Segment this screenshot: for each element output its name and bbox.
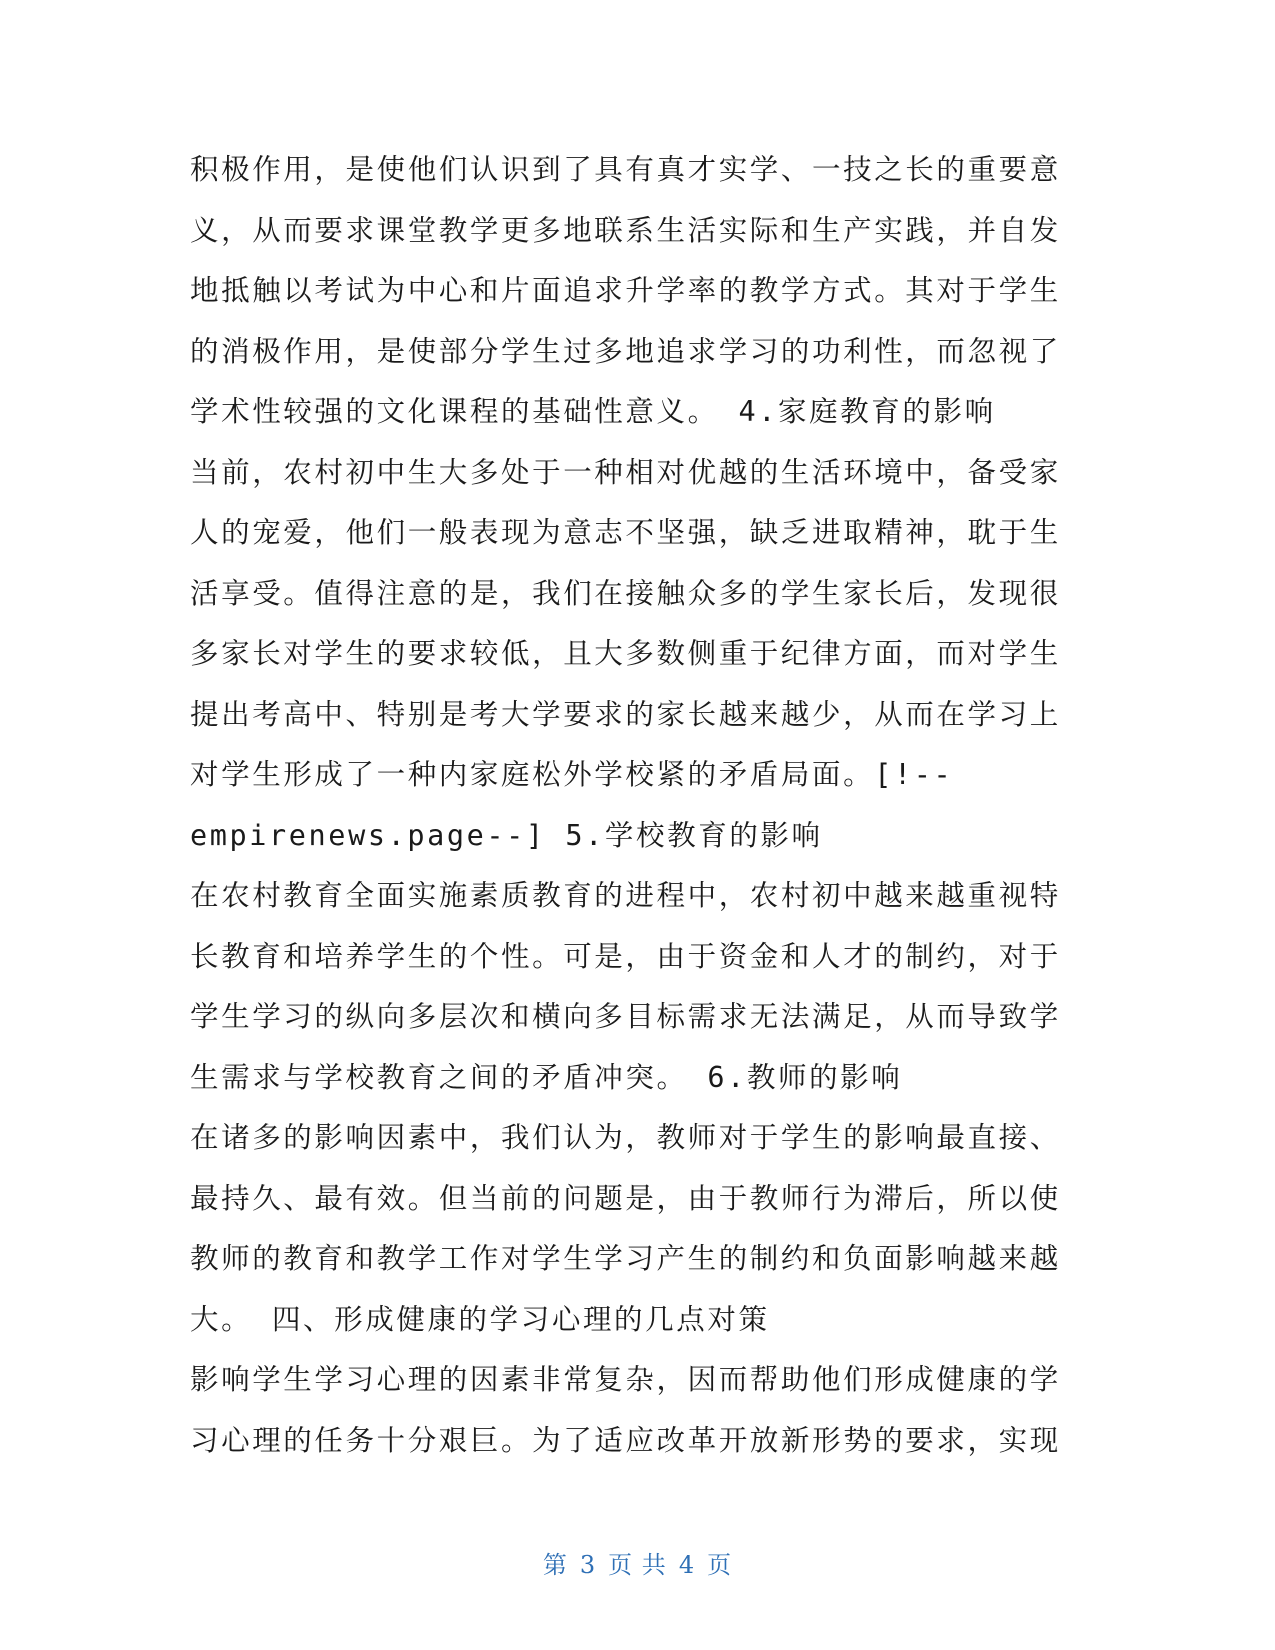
- text-line: 义，从而要求课堂教学更多地联系生活实际和生产实践，并自发: [190, 213, 1061, 247]
- text-line: 提出考高中、特别是考大学要求的家长越来越少，从而在学习上: [190, 697, 1061, 731]
- body-text: [190, 140, 1070, 1471]
- text-line: 习心理的任务十分艰巨。为了适应改革开放新形势的要求，实现: [190, 1423, 1061, 1457]
- text-line: 生需求与学校教育之间的矛盾冲突。 6.教师的影响: [190, 1060, 903, 1094]
- text-line: 多家长对学生的要求较低，且大多数侧重于纪律方面，而对学生: [190, 637, 1061, 670]
- text-line: 对学生形成了一种内家庭松外学校紧的矛盾局面。[!--: [190, 758, 954, 791]
- text-line: 教师的教育和教学工作对学生学习产生的制约和负面影响越来越: [190, 1242, 1061, 1275]
- text-line: 学生学习的纵向多层次和横向多目标需求无法满足，从而导致学: [190, 1000, 1061, 1033]
- page-label-suffix: 页: [707, 1551, 733, 1579]
- text-line: 积极作用，是使他们认识到了具有真才实学、一技之长的重要意: [190, 153, 1061, 186]
- text-line: 的消极作用，是使部分学生过多地追求学习的功利性，而忽视了: [190, 334, 1061, 368]
- page-label-prefix: 第: [542, 1551, 568, 1579]
- text-line: 当前，农村初中生大多处于一种相对优越的生活环境中，备受家: [190, 455, 1061, 489]
- text-line: 活享受。值得注意的是，我们在接触众多的学生家长后，发现很: [190, 576, 1061, 610]
- page-label-mid: 页 共: [608, 1551, 667, 1579]
- text-line: 长教育和培养学生的个性。可是，由于资金和人才的制约，对于: [190, 939, 1061, 973]
- text-line: 影响学生学习心理的因素非常复杂，因而帮助他们形成健康的学: [190, 1363, 1061, 1396]
- text-line: 最持久、最有效。但当前的问题是，由于教师行为滞后，所以使: [190, 1181, 1061, 1215]
- text-line: empirenews.page--] 5.学校教育的影响: [190, 818, 823, 852]
- text-line: 学术性较强的文化课程的基础性意义。 4.家庭教育的影响: [190, 395, 996, 428]
- page-footer: [0, 1545, 1275, 1580]
- text-line: 大。 四、形成健康的学习心理的几点对策: [190, 1302, 770, 1336]
- current-page-number: 3: [579, 1551, 597, 1579]
- total-pages-number: 4: [678, 1551, 696, 1579]
- text-line: 地抵触以考试为中心和片面追求升学率的教学方式。其对于学生: [190, 274, 1061, 307]
- text-line: 在农村教育全面实施素质教育的进程中，农村初中越来越重视特: [190, 879, 1061, 912]
- text-line: 人的宠爱，他们一般表现为意志不坚强，缺乏进取精神，耽于生: [190, 516, 1061, 549]
- text-line: 在诸多的影响因素中，我们认为，教师对于学生的影响最直接、: [190, 1121, 1061, 1154]
